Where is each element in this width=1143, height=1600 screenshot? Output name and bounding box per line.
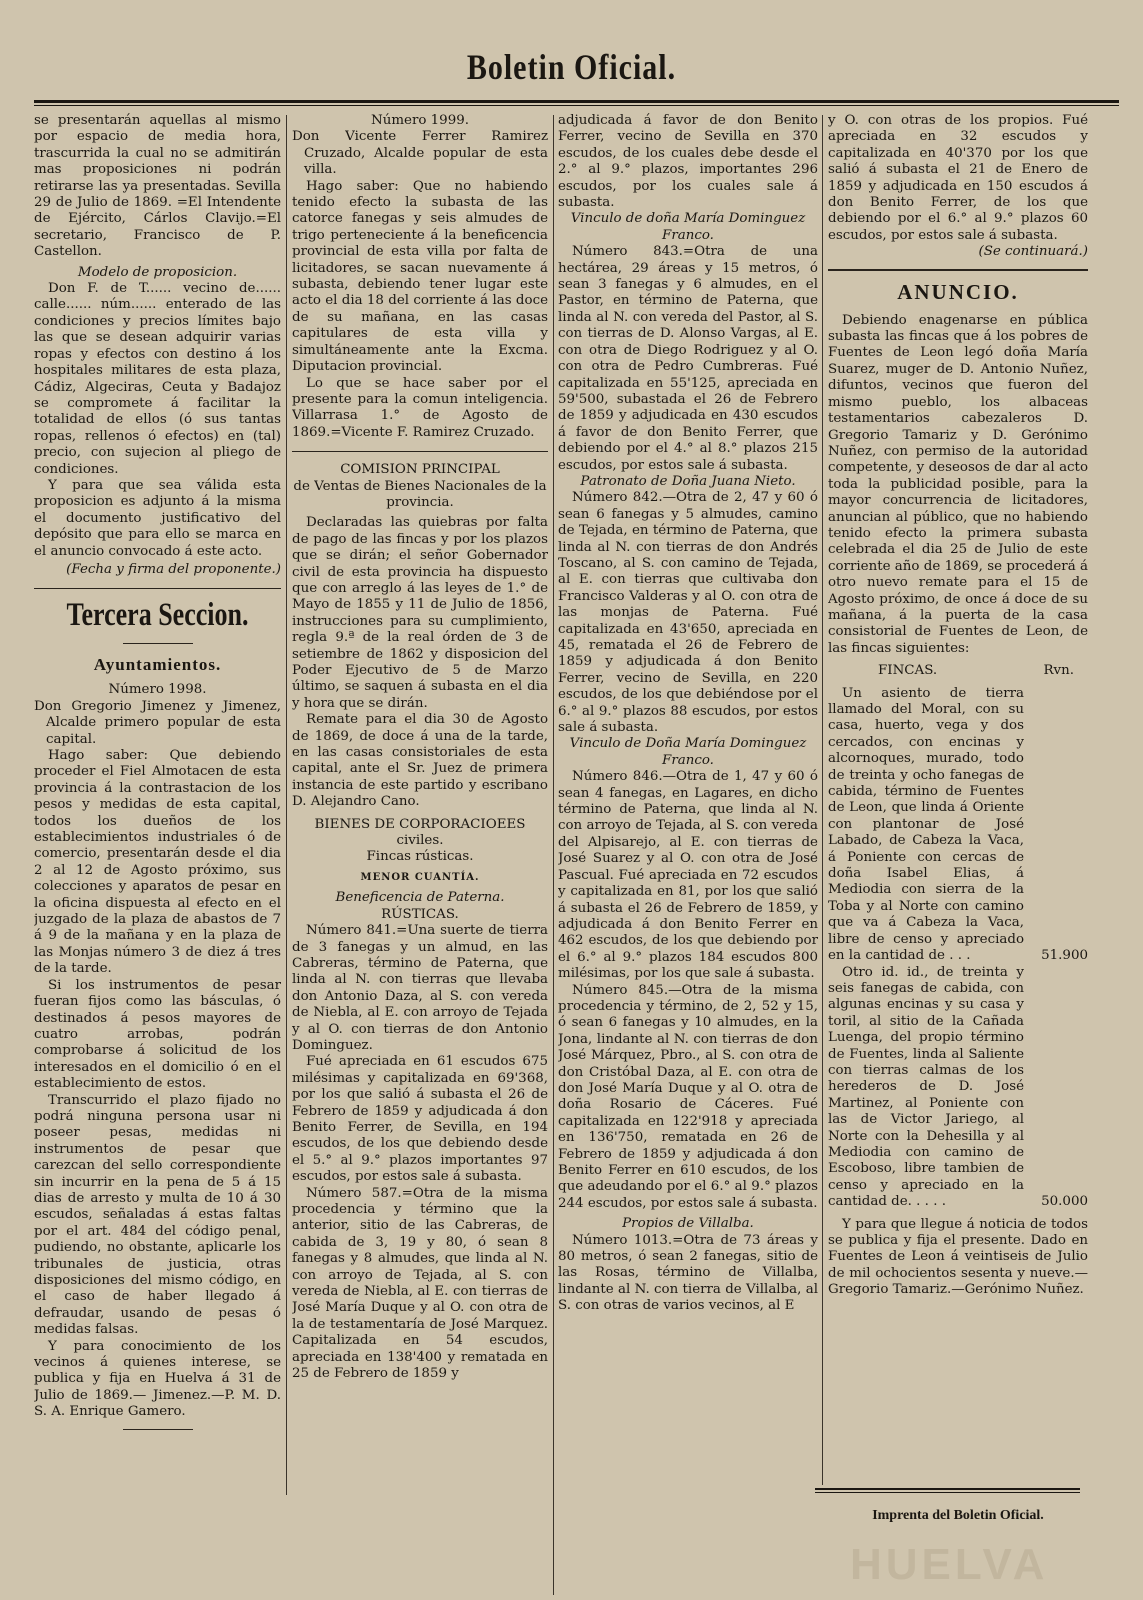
column-1: [34, 113, 281, 1498]
paragraph: Fué apreciada en 61 escudos 675 milésimas y capitalizada en 69'368, por los que salió á subasta el 26 de Febrero de 1859 y adjudicada á don Benito Ferrer, de Sevilla, en 194 escudos, de los que debiendo desde el 5.° al 9.° plazos importantes 97 escudos, por estos sale á subasta.: [292, 1054, 548, 1185]
property-price: 50.000: [1041, 1194, 1088, 1210]
masthead-title: Boletin Oficial.: [466, 47, 677, 88]
subheading: Patronato de Doña Juana Nieto.: [580, 473, 796, 489]
paragraph: Lo que se hace saber por el presente para la comun inteligencia. Villarrasa 1.° de Agosto de 1869.=Vicente F. Ramirez Cruzado.: [292, 375, 548, 440]
notice-number: Número 1998.: [108, 682, 207, 698]
paragraph: Debiendo enagenarse en pública subasta las fincas que á los pobres de Fuentes de Leon legó doña María Suarez, muger de D. Antonio Nuñez, difuntos, vecinos que fueron del mismo pueblo, los albaceas testamentarios cabezaleros D. Gregorio Tamariz y D. Gerónimo Nuñez, con permiso de la autoridad competente, y deseosos de dar al acto toda la publicidad posible, para la mayor concurrencia de licitadores, anuncian al público, que no habiendo tenido efecto la primera subasta celebrada el dia 25 de Julio de este corriente año de 1869, se procederá á otro nuevo remate para el 15 de Agosto próximo, de once á doce de su mañana, á la puerta de la casa consistorial de Fuentes de Leon, de las fincas siguientes:: [828, 312, 1088, 656]
property-price: 51.900: [1041, 948, 1088, 964]
signature-note: (Fecha y firma del proponente.): [66, 561, 281, 577]
paragraph: Remate para el dia 30 de Agosto de 1869, de doce á una de la tarde, en las casas consistoriales de esta capital, ante el Sr. Juez de primera instancia de este partido y escribano D. Alejandro Cano.: [292, 712, 548, 810]
printer-imprint: Imprenta del Boletin Oficial.: [872, 1508, 1044, 1523]
notice-number: Número 1999.: [370, 113, 470, 128]
column-divider: [286, 115, 287, 1495]
subheading: Beneficencia de Paterna.: [335, 890, 505, 906]
fincas-label: FINCAS.: [878, 663, 938, 679]
divider: [292, 451, 548, 452]
paragraph: Número 845.—Otra de la misma procedencia y término, de 2, 52 y 15, ó sean 6 fanegas y 10 almudes, en la Jona, lindante al N. con tierras de don José Márquez, Pbro., al S. con otra de don Cristóbal Daza, al E. con otra de don José María Duque y al O. otra de doña Rosario de Cáceres. Fué capitalizada en 122'918 y apreciada en 136'750, rematada en 26 de Febrero de 1859 y adjudicada á don Benito Ferrer en 610 escudos, de los que adeudando por el 6.° al 9.° plazos 244 escudos, por estos sale á subasta.: [558, 982, 818, 1211]
heading: BIENES DE CORPORACIOEES civiles.: [314, 816, 526, 849]
paragraph: se presentarán aquellas al mismo por espacio de media hora, trascurrida la cual no se admitirán mas proposiciones ni podrán retirarse las ya presentadas. Sevilla 29 de Julio de 1869. =El Intendente de Ejército, Cárlos Clavijo.=El secretario, Francisco de P. Castellon.: [34, 113, 281, 260]
property-item: [828, 686, 1088, 965]
continuation-note: (Se continuará.): [978, 244, 1088, 260]
paragraph: Número 843.=Otra de una hectárea, 29 áreas y 15 metros, ó sean 3 fanegas y 6 almudes, en el Pastor, en término de Paterna, que linda al N. con vereda del Pastor, al S. con tierras de D. Alonso Vargas, al E. con otra de Diego Rodriguez y al O. con otra de Pedro Cumbreras. Fué capitalizada en 55'125, apreciada en 59'500, subastada el 26 de Febrero de 1859 y adjudicada en 430 escudos á favor de don Benito Ferrer, que debiendo por el 4.° al 8.° plazos 215 escudos, por estos sale á subasta.: [558, 244, 818, 473]
paragraph: Y para conocimiento de los vecinos á quienes interese, se publica y fija en Huelva á 31 de Julio de 1869.— Jimenez.—P. M. D. S. A. Enrique Gamero.: [34, 1338, 281, 1420]
column-4: [828, 113, 1088, 1588]
column-3: [558, 113, 818, 1598]
paragraph: Don F. de T...... vecino de...... calle...... núm...... enterado de las condiciones y precios límites bajo las que se desean adquirir varias ropas y efectos con destino á los hospitales militares de esta plaza, Cádiz, Algeciras, Ceuta y Badajoz se compromete á facilitar la totalidad de ellos (ó sus tantas ropas, rellenos ó efectos) en (tal) precio, con sujecion al pliego de condiciones.: [34, 281, 281, 477]
fincas-header: [828, 663, 1088, 679]
subheading: RÚSTICAS.: [381, 906, 459, 922]
paragraph: Si los instrumentos de pesar fueran fijos como las básculas, ó destinados á pesos mayores de cuatro arrobas, podrán comprobarse á solicitud de los interesados en el domicilio ó en el establecimiento de estos.: [34, 977, 281, 1092]
notice-author: Don Gregorio Jimenez y Jimenez, Alcalde primero popular de esta capital.: [34, 698, 281, 747]
paragraph: Número 841.=Una suerte de tierra de 3 fanegas y un almud, en las Cabreras, término de Paterna, que linda al N. con tierras que llevaba don Antonio Daza, al S. con vereda de Niebla, al E. con arroyo de Tejada y al O. con tierras de don Antonio Dominguez.: [292, 923, 548, 1053]
paragraph: Número 1013.=Otra de 73 áreas y 80 metros, ó sean 2 fanegas, sitio de las Rosas, término de Villalba, lindante al N. con tierra de Villalba, al S. con otras de varios vecinos, al E: [558, 1232, 818, 1314]
paragraph: Número 842.—Otra de 2, 47 y 60 ó sean 6 fanegas y 5 almudes, camino de Tejada, en término de Paterna, que linda al N. con tierras de don Andrés Toscano, al S. con camino de Tejada, al E. con tierras que cultivaba don Francisco Valderas y al O. con otra de las monjas de Paterna. Fué capitalizada en 43'650, apreciada en 45, rematada el 26 de Febrero de 1859 y adjudicada á don Benito Ferrer, vecino de Sevilla, en 220 escudos, de los que debiéndose por el 6.° al 9.° plazos 88 escudos, por estos sale á subasta.: [558, 490, 818, 736]
paragraph: Y para que sea válida esta proposicion es adjunto á la misma el documento justificativo del depósito que para ello se marca en el anuncio convocado á este acto.: [34, 477, 281, 559]
archive-watermark: HUELVA: [850, 1540, 1049, 1589]
paragraph: y O. con otras de los propios. Fué apreciada en 32 escudos y capitalizada en 40'370 por los que salió á subasta el 21 de Enero de 1859 y adjudicada en 150 escudos á don Benito Ferrer, de los que debiendo por el 6.° al 9.° plazos 60 escudos, por estos sale á subasta.: [828, 113, 1088, 243]
header-rule: [34, 100, 1119, 103]
notice-author: Don Vicente Ferrer Ramirez Cruzado, Alcalde popular de esta villa.: [292, 129, 548, 178]
footer-rule: [815, 1488, 1080, 1490]
subheading: de Ventas de Bienes Nacionales de la provincia.: [293, 478, 547, 510]
subheading: Propios de Villalba.: [622, 1216, 754, 1232]
subheading: MENOR CUANTÍA.: [360, 871, 480, 883]
rvn-label: Rvn.: [1043, 663, 1074, 679]
column-2: [292, 113, 548, 1598]
section-subtitle: Ayuntamientos.: [93, 655, 222, 675]
paragraph: Declaradas las quiebras por falta de pago de las fincas y por los plazos que se dirán; el señor Gobernador civil de esta provincia ha dispuesto que con arreglo á las leyes de 1.° de Mayo de 1855 y 11 de Julio de 1856, instrucciones para su cumplimiento, regla 9.ª de la real órden de 3 de setiembre de 1862 y disposicion del Poder Ejecutivo de 5 de Marzo último, se saquen á subasta en el dia y hora que se dirán.: [292, 515, 548, 711]
footer-rule-thin: [815, 1492, 1080, 1493]
subheading: Vinculo de doña María Dominguez Franco.: [570, 211, 806, 243]
paragraph: Hago saber: Que no habiendo tenido efecto la subasta de las catorce fanegas y seis almudes de trigo perteneciente á la beneficencia provincial de esta villa por falta de licitadores, se sacan nuevamente á subasta, debiendo tener lugar este acto el dia 18 del corriente á las doce de su mañana, en las casas capitulares de esta villa y simultáneamente ante la Excma. Diputacion provincial.: [292, 178, 548, 375]
paragraph: Número 846.—Otra de 1, 47 y 60 ó sean 4 fanegas, en Lagares, en dicho término de Paterna, que linda al N. con arroyo de Tejada, al S. con vereda del Alpisarejo, al E. con tierras de José Suarez y al O. con otra de José Pascual. Fué apreciada en 72 escudos y capitalizada en 81, por los que salió á subasta el 26 de Febrero de 1859, y adjudicada á don Benito Ferrer en 462 escudos, de los que debiendo por el 6.° al 9.° plazos 184 escudos 800 milésimas, por los que sale á subasta.: [558, 769, 818, 982]
column-divider: [553, 115, 554, 1595]
paragraph: Y para que llegue á noticia de todos se publica y fija el presente. Dado en Fuentes de Leon á veintiseis de Julio de mil ochocientos sesenta y nueve.—Gregorio Tamariz.—Gerónimo Nuñez.: [828, 1216, 1088, 1298]
property-description: Otro id. id., de treinta y seis fanegas de cabida, con algunas encinas y su casa y toril, al sitio de la Cañada Luenga, del propio término de Fuentes, linda al Saliente con tierras calmas de los herederos de D. José Martinez, al Poniente con las de Victor Jariego, al Norte con la Dehesilla y al Mediodia con camino de Escoboso, libre tambien de censo y apreciado en la cantidad de. . . . .: [828, 964, 1024, 1210]
paragraph: Transcurrido el plazo fijado no podrá ninguna persona usar ni poseer pesas, medidas ni instrumentos de pesar que carezcan del sello correspondiente sin incurrir en la pena de 5 á 15 dias de arresto y multa de 10 á 30 escudos, señaladas á estas faltas por el art. 484 del código penal, pudiendo, no obstante, aplicarle los tribunales de justicia, otras disposiciones del mismo código, en el caso de haber llegado á defraudar, usando de pesas ó medidas falsas.: [34, 1092, 281, 1338]
heading: COMISION PRINCIPAL: [340, 462, 500, 478]
header-rule-thin: [34, 105, 1119, 106]
property-description: Un asiento de tierra llamado del Moral, con su casa, huerto, vega y dos cercados, con encinas y alcornoques, murado, todo de treinta y ocho fanegas de cabida, término de Fuentes de Leon, que linda á Oriente con plantonar de José Labado, de Cabeza la Vaca, á Poniente con cercas de doña Isabel Elias, á Mediodia con sierra de la Toba y al Norte con camino que va á Cabeza la Vaca, libre de censo y apreciado en la cantidad de . . .: [828, 685, 1024, 964]
divider: [828, 269, 1088, 271]
subheading: Modelo de proposicion.: [77, 264, 238, 280]
paragraph: adjudicada á favor de don Benito Ferrer, vecino de Sevilla en 370 escudos, de los cuales debe desde el 2.° al 9.° plazos, importantes 296 escudos, por los cuales sale á subasta.: [558, 113, 818, 211]
subheading: Vinculo de Doña María Dominguez Franco.: [569, 736, 807, 768]
column-divider: [822, 115, 823, 1485]
subheading: Fincas rústicas.: [366, 849, 474, 865]
paragraph: Número 587.=Otra de la misma procedencia y término que la anterior, sitio de las Cabreras, de cabida de 3, 19 y 80, ó sean 8 fanegas y 8 almudes, que linda al N. con arroyo de Tejada, al S. con vereda de Niebla, al E. con tierras de José María Duque y al O. con otra de la de testamentaría de José Marquez. Capitalizada en 54 escudos, apreciada en 138'400 y rematada en 25 de Febrero de 1859 y: [292, 1185, 548, 1382]
end-divider: [123, 1429, 193, 1430]
announcement-title: ANUNCIO.: [897, 279, 1019, 304]
paragraph: Hago saber: Que debiendo proceder el Fiel Almotacen de esta provincia á la contrastacion de los pesos y medidas de esta capital, todos los dueños de los establecimientos industriales ó de comercio, presentarán desde el dia 2 al 12 de Agosto próximo, sus colecciones y aparatos de pesar en la oficina dispuesta al efecto en el juzgado de la plaza de abastos de 7 á 9 de la mañana y en la plaza de las Monjas número 3 de diez á tres de la tarde.: [34, 748, 281, 977]
ornament-divider: [123, 643, 193, 644]
section-title: Tercera Seccion.: [66, 596, 249, 633]
property-item: [828, 965, 1088, 1211]
